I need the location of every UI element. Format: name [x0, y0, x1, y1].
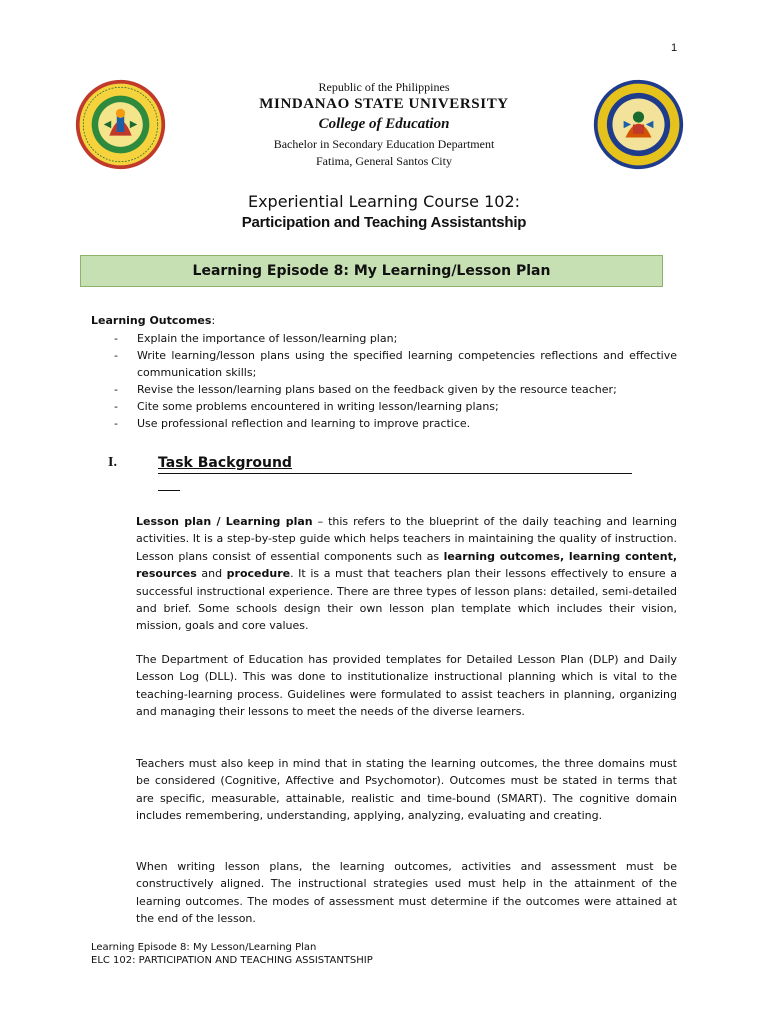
footer-line-episode: Learning Episode 8: My Lesson/Learning Plan [91, 942, 317, 953]
header-college: College of Education [318, 116, 450, 132]
header-university: MINDANAO STATE UNIVERSITY [259, 96, 509, 112]
learning-outcomes-list [91, 330, 677, 432]
list-item [91, 381, 677, 398]
paragraph-text: – this refers to the blueprint of the daily teaching and learning activities. It is a step-by-step guide which helps teachers in maintaining the quality of instruction. Lesson plans consist of essential components such as [136, 515, 677, 563]
section-number: I. [108, 455, 117, 470]
header-location: Fatima, General Santos City [316, 154, 452, 168]
section-title-text: Task Background [158, 455, 292, 471]
college-of-education-logo [592, 78, 685, 171]
term-components: learning outcomes, learning content, resources [136, 549, 678, 581]
university-seal-logo [74, 78, 167, 171]
paragraph-text: and [196, 567, 227, 581]
learning-outcomes-heading: Learning Outcomes [91, 314, 212, 327]
page-footer [91, 941, 373, 967]
list-item [91, 347, 677, 381]
paragraph-constructive-alignment: When writing lesson plans, the learning outcomes, activities and assessment must be constructively aligned. The instructional strategies used must help in the attainment of the learning outcomes. The modes of assessment must determine if the outcomes were attained at the end of the lesson. [136, 860, 677, 926]
paragraph-deped-templates: The Department of Education has provided templates for Detailed Lesson Plan (DLP) and Daily Lesson Log (DLL). This was done to institutionalize instructional planning which is vital to the teaching-learning process. Guidelines were formulated to assist teachers in planning, organizing and managing their lessons to meet the needs of the diverse learners. [136, 653, 677, 719]
list-bullet: - [114, 417, 118, 430]
learning-outcomes-label [91, 314, 215, 327]
list-item-text: Write learning/lesson plans using the specified learning competencies reflections and effective communication skills; [137, 349, 677, 379]
course-title: Experiential Learning Course 102: [247, 192, 521, 211]
list-item [91, 415, 677, 432]
list-item-text: Revise the lesson/learning plans based on the feedback given by the resource teacher; [137, 383, 617, 396]
page-number: 1 [671, 42, 678, 54]
section-underline-divider [158, 490, 180, 491]
paragraph-text: . It is a must that teachers plan their lessons effectively to ensure a successful instructional experience. There are three types of lesson plans: detailed, semi-detailed and brief. Some schools design their own lesson plan template which includes their vision, mission, goals and core values. [136, 567, 677, 633]
header-department: Bachelor in Secondary Education Department [273, 137, 495, 151]
term-lesson-plan: Lesson plan / Learning plan [136, 515, 313, 528]
list-bullet: - [114, 332, 118, 345]
episode-title-box [80, 255, 663, 287]
paragraph-learning-domains: Teachers must also keep in mind that in stating the learning outcomes, the three domains must be considered (Cognitive, Affective and Psychomotor). Outcomes must be stated in terms that are specific, measurable, attainable, realistic and time-bound (SMART). The cognitive domain includes remembering, understanding, applying, analyzing, evaluating and creating. [136, 757, 677, 823]
course-subtitle: Participation and Teaching Assistantship [241, 214, 527, 231]
list-item-text: Explain the importance of lesson/learning plan; [137, 332, 398, 345]
episode-title: Learning Episode 8: My Learning/Lesson Plan [192, 263, 551, 279]
list-bullet: - [114, 383, 118, 396]
footer-line-course: ELC 102: PARTICIPATION AND TEACHING ASSISTANTSHIP [91, 955, 373, 966]
list-item-text: Cite some problems encountered in writing lesson/learning plans; [137, 400, 499, 413]
section-title [158, 455, 632, 474]
learning-outcomes-colon: : [211, 314, 216, 327]
list-item [91, 398, 677, 415]
paragraph-lesson-plan [136, 513, 677, 635]
header-republic: Republic of the Philippines [318, 80, 450, 94]
list-item-text: Use professional reflection and learning to improve practice. [137, 417, 471, 430]
list-bullet: - [114, 349, 118, 362]
list-item [91, 330, 677, 347]
list-bullet: - [114, 400, 118, 413]
term-procedure: procedure [226, 567, 291, 581]
